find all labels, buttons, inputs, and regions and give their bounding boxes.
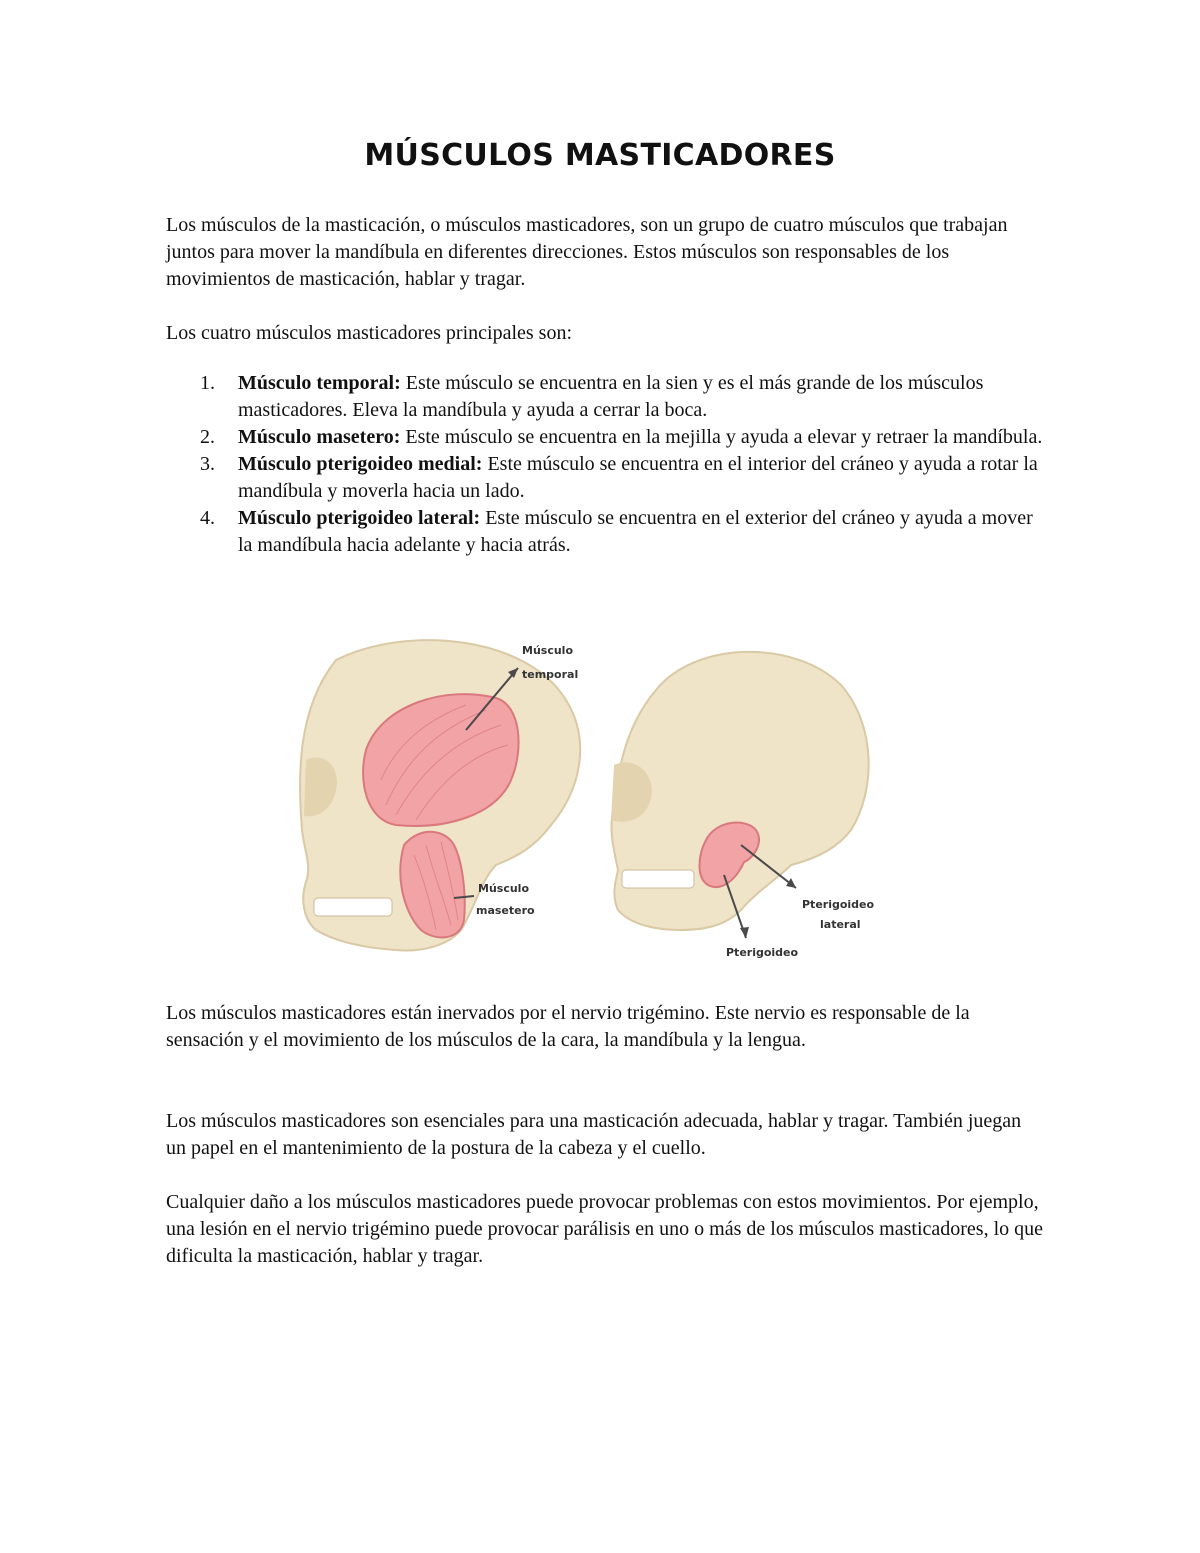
essential-paragraph: Los músculos masticadores son esenciales para una masticación adecuada, hablar y tragar. También juegan un papel en el mantenimiento de la postura de la cabeza y el cuello. [166,1110,1022,1159]
list-item [166,451,1046,505]
anatomy-figure [296,630,916,960]
muscle-description: Este músculo se encuentra en el exterior del cráneo y ayuda a mover la mandíbula hacia adelante y hacia atrás. [238,507,1033,556]
list-number: 3. [200,453,215,475]
skull-illustration [296,630,916,960]
right-skull [611,652,875,959]
right-teeth [622,870,694,888]
pterygoid-lateral-label-line2: lateral [820,918,861,931]
muscle-description: Este músculo se encuentra en la sien y es el más grande de los músculos masticadores. Eleva la mandíbula y ayuda a cerrar la boca. [238,372,984,421]
masseter-label-line2: masetero [476,904,535,917]
muscle-list [166,370,1046,559]
nerve-paragraph: Los músculos masticadores están inervados por el nervio trigémino. Este nervio es responsable de la sensación y el movimiento de los músculos de la cara, la mandíbula y la lengua. [166,1002,970,1051]
left-skull [300,640,580,950]
page-title: MÚSCULOS MASTICADORES [364,138,836,173]
intro-paragraph: Los músculos de la masticación, o músculos masticadores, son un grupo de cuatro músculos que trabajan juntos para mover la mandíbula en diferentes direcciones. Estos músculos son responsables de los movimientos de masticación, hablar y tragar. [166,214,1008,290]
muscle-name: Músculo temporal: [238,372,401,394]
left-teeth [314,898,392,916]
list-number: 1. [200,372,215,394]
list-number: 4. [200,507,215,529]
temporal-label-line1: Músculo [522,644,574,657]
list-item [166,505,1046,559]
muscle-description: Este músculo se encuentra en la mejilla y ayuda a elevar y retraer la mandíbula. [400,426,1043,448]
muscle-name: Músculo masetero: [238,426,401,448]
muscle-name: Músculo pterigoideo lateral: [238,507,481,529]
list-number: 2. [200,426,215,448]
damage-paragraph: Cualquier daño a los músculos masticadores puede provocar problemas con estos movimientos. Por ejemplo, una lesión en el nervio trigémino puede provocar parálisis en uno o más de los músculos masticadores, lo que dificulta la masticación, hablar y tragar. [166,1191,1044,1267]
muscle-description: Este músculo se encuentra en el interior del cráneo y ayuda a rotar la mandíbula y moverla hacia un lado. [238,453,1038,502]
list-item [166,424,1046,451]
list-intro-paragraph: Los cuatro músculos masticadores principales son: [166,322,573,344]
list-item [166,370,1046,424]
pterygoid-medial-label: Pterigoideo [726,946,799,959]
muscle-name: Músculo pterigoideo medial: [238,453,483,475]
pterygoid-lateral-label-line1: Pterigoideo [802,898,875,911]
masseter-label-line1: Músculo [478,882,530,895]
temporal-label-line2: temporal [522,668,579,681]
